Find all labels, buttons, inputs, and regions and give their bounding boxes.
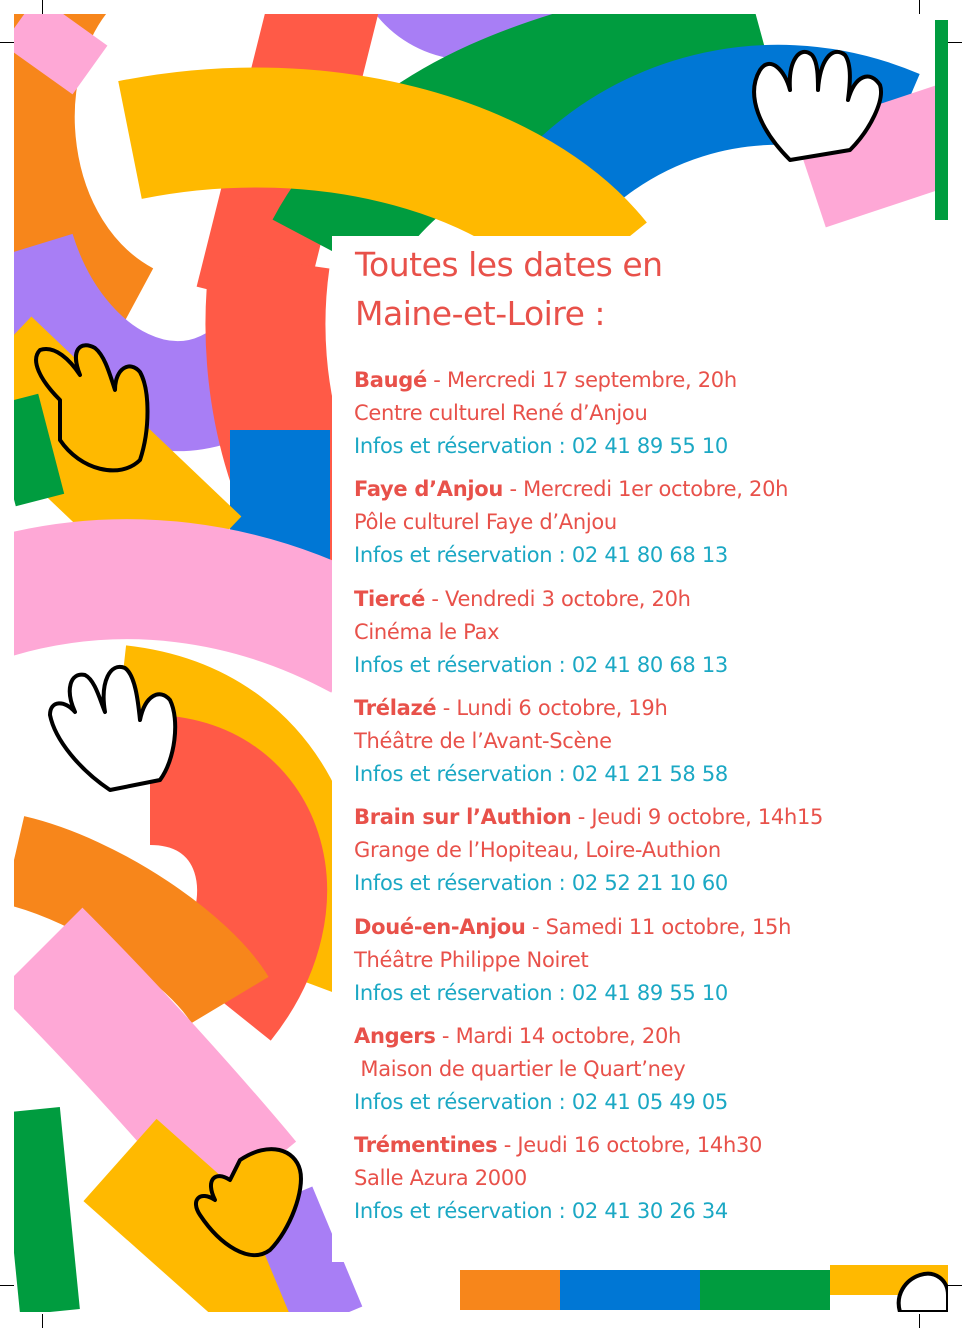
phone-number[interactable]: 02 52 21 10 60 — [571, 871, 728, 895]
event-info-line — [354, 539, 944, 572]
event-heading-line: Trélazé - Lundi 6 octobre, 19h — [354, 696, 668, 720]
event-entry — [354, 801, 944, 900]
crop-mark — [948, 1285, 962, 1286]
event-venue: Salle Azura 2000 — [354, 1166, 527, 1190]
event-town: Faye d’Anjou — [354, 477, 504, 501]
event-heading-line: Tiercé - Vendredi 3 octobre, 20h — [354, 587, 691, 611]
event-venue: Centre culturel René d’Anjou — [354, 401, 648, 425]
crop-mark — [42, 1314, 43, 1328]
event-entry — [354, 692, 944, 791]
event-venue: Grange de l’Hopiteau, Loire-Authion — [354, 838, 721, 862]
event-venue: Pôle culturel Faye d’Anjou — [354, 510, 617, 534]
event-entry — [354, 1129, 944, 1228]
crop-mark — [948, 42, 962, 43]
crop-mark — [919, 1314, 920, 1328]
info-label: Infos et réservation : — [354, 543, 566, 567]
event-heading-line: Doué-en-Anjou - Samedi 11 octobre, 15h — [354, 915, 792, 939]
info-label: Infos et réservation : — [354, 1199, 566, 1223]
event-town: Trélazé — [354, 696, 437, 720]
event-town: Doué-en-Anjou — [354, 915, 526, 939]
event-heading-line: Angers - Mardi 14 octobre, 20h — [354, 1024, 682, 1048]
info-label: Infos et réservation : — [354, 871, 566, 895]
event-entry — [354, 1020, 944, 1119]
event-entry — [354, 583, 944, 682]
event-town: Trémentines — [354, 1133, 498, 1157]
event-date: Samedi 11 octobre, 15h — [545, 915, 792, 939]
event-town: Brain sur l’Authion — [354, 805, 572, 829]
event-info-line — [354, 649, 944, 682]
event-date: Jeudi 16 octobre, 14h30 — [517, 1133, 763, 1157]
event-venue: Théâtre de l’Avant-Scène — [354, 729, 612, 753]
event-date: Mardi 14 octobre, 20h — [455, 1024, 682, 1048]
event-date: Mercredi 17 septembre, 20h — [446, 368, 737, 392]
page-title — [355, 240, 663, 338]
event-venue: Théâtre Philippe Noiret — [354, 948, 589, 972]
shape-pink-band — [0, 579, 360, 640]
crop-mark — [0, 1285, 14, 1286]
crop-mark — [919, 0, 920, 14]
phone-number[interactable]: 02 41 30 26 34 — [571, 1199, 728, 1223]
event-info-line — [354, 430, 944, 463]
event-entry — [354, 473, 944, 572]
info-label: Infos et réservation : — [354, 653, 566, 677]
event-entry — [354, 911, 944, 1010]
event-date: Vendredi 3 octobre, 20h — [445, 587, 691, 611]
phone-number[interactable]: 02 41 21 58 58 — [571, 762, 728, 786]
info-label: Infos et réservation : — [354, 981, 566, 1005]
event-date: Mercredi 1er octobre, 20h — [523, 477, 789, 501]
info-label: Infos et réservation : — [354, 1090, 566, 1114]
crop-mark — [42, 0, 43, 14]
shape-green-left — [14, 400, 40, 500]
event-town: Baugé — [354, 368, 427, 392]
event-date: Jeudi 9 octobre, 14h15 — [591, 805, 824, 829]
event-venue: Maison de quartier le Quart’ney — [354, 1057, 686, 1081]
event-heading-line: Trémentines - Jeudi 16 octobre, 14h30 — [354, 1133, 763, 1157]
event-entry — [354, 364, 944, 463]
event-heading-line: Baugé - Mercredi 17 septembre, 20h — [354, 368, 737, 392]
event-town: Angers — [354, 1024, 436, 1048]
info-label: Infos et réservation : — [354, 434, 566, 458]
shape-green-lower — [30, 1110, 50, 1312]
phone-number[interactable]: 02 41 80 68 13 — [571, 543, 728, 567]
event-info-line — [354, 1195, 944, 1228]
crop-mark — [0, 42, 14, 43]
event-info-line — [354, 758, 944, 791]
event-info-line — [354, 867, 944, 900]
title-line: Maine-et-Loire : — [355, 294, 606, 333]
phone-number[interactable]: 02 41 89 55 10 — [571, 981, 728, 1005]
info-label: Infos et réservation : — [354, 762, 566, 786]
event-info-line — [354, 1086, 944, 1119]
phone-number[interactable]: 02 41 80 68 13 — [571, 653, 728, 677]
event-heading-line: Faye d’Anjou - Mercredi 1er octobre, 20h — [354, 477, 789, 501]
title-line: Toutes les dates en — [355, 245, 663, 284]
shape-pink-top-left — [20, 20, 90, 70]
event-venue: Cinéma le Pax — [354, 620, 500, 644]
event-town: Tiercé — [354, 587, 426, 611]
phone-number[interactable]: 02 41 05 49 05 — [571, 1090, 728, 1114]
phone-number[interactable]: 02 41 89 55 10 — [571, 434, 728, 458]
event-heading-line: Brain sur l’Authion - Jeudi 9 octobre, 14h15 — [354, 805, 824, 829]
event-date: Lundi 6 octobre, 19h — [456, 696, 668, 720]
event-info-line — [354, 977, 944, 1010]
